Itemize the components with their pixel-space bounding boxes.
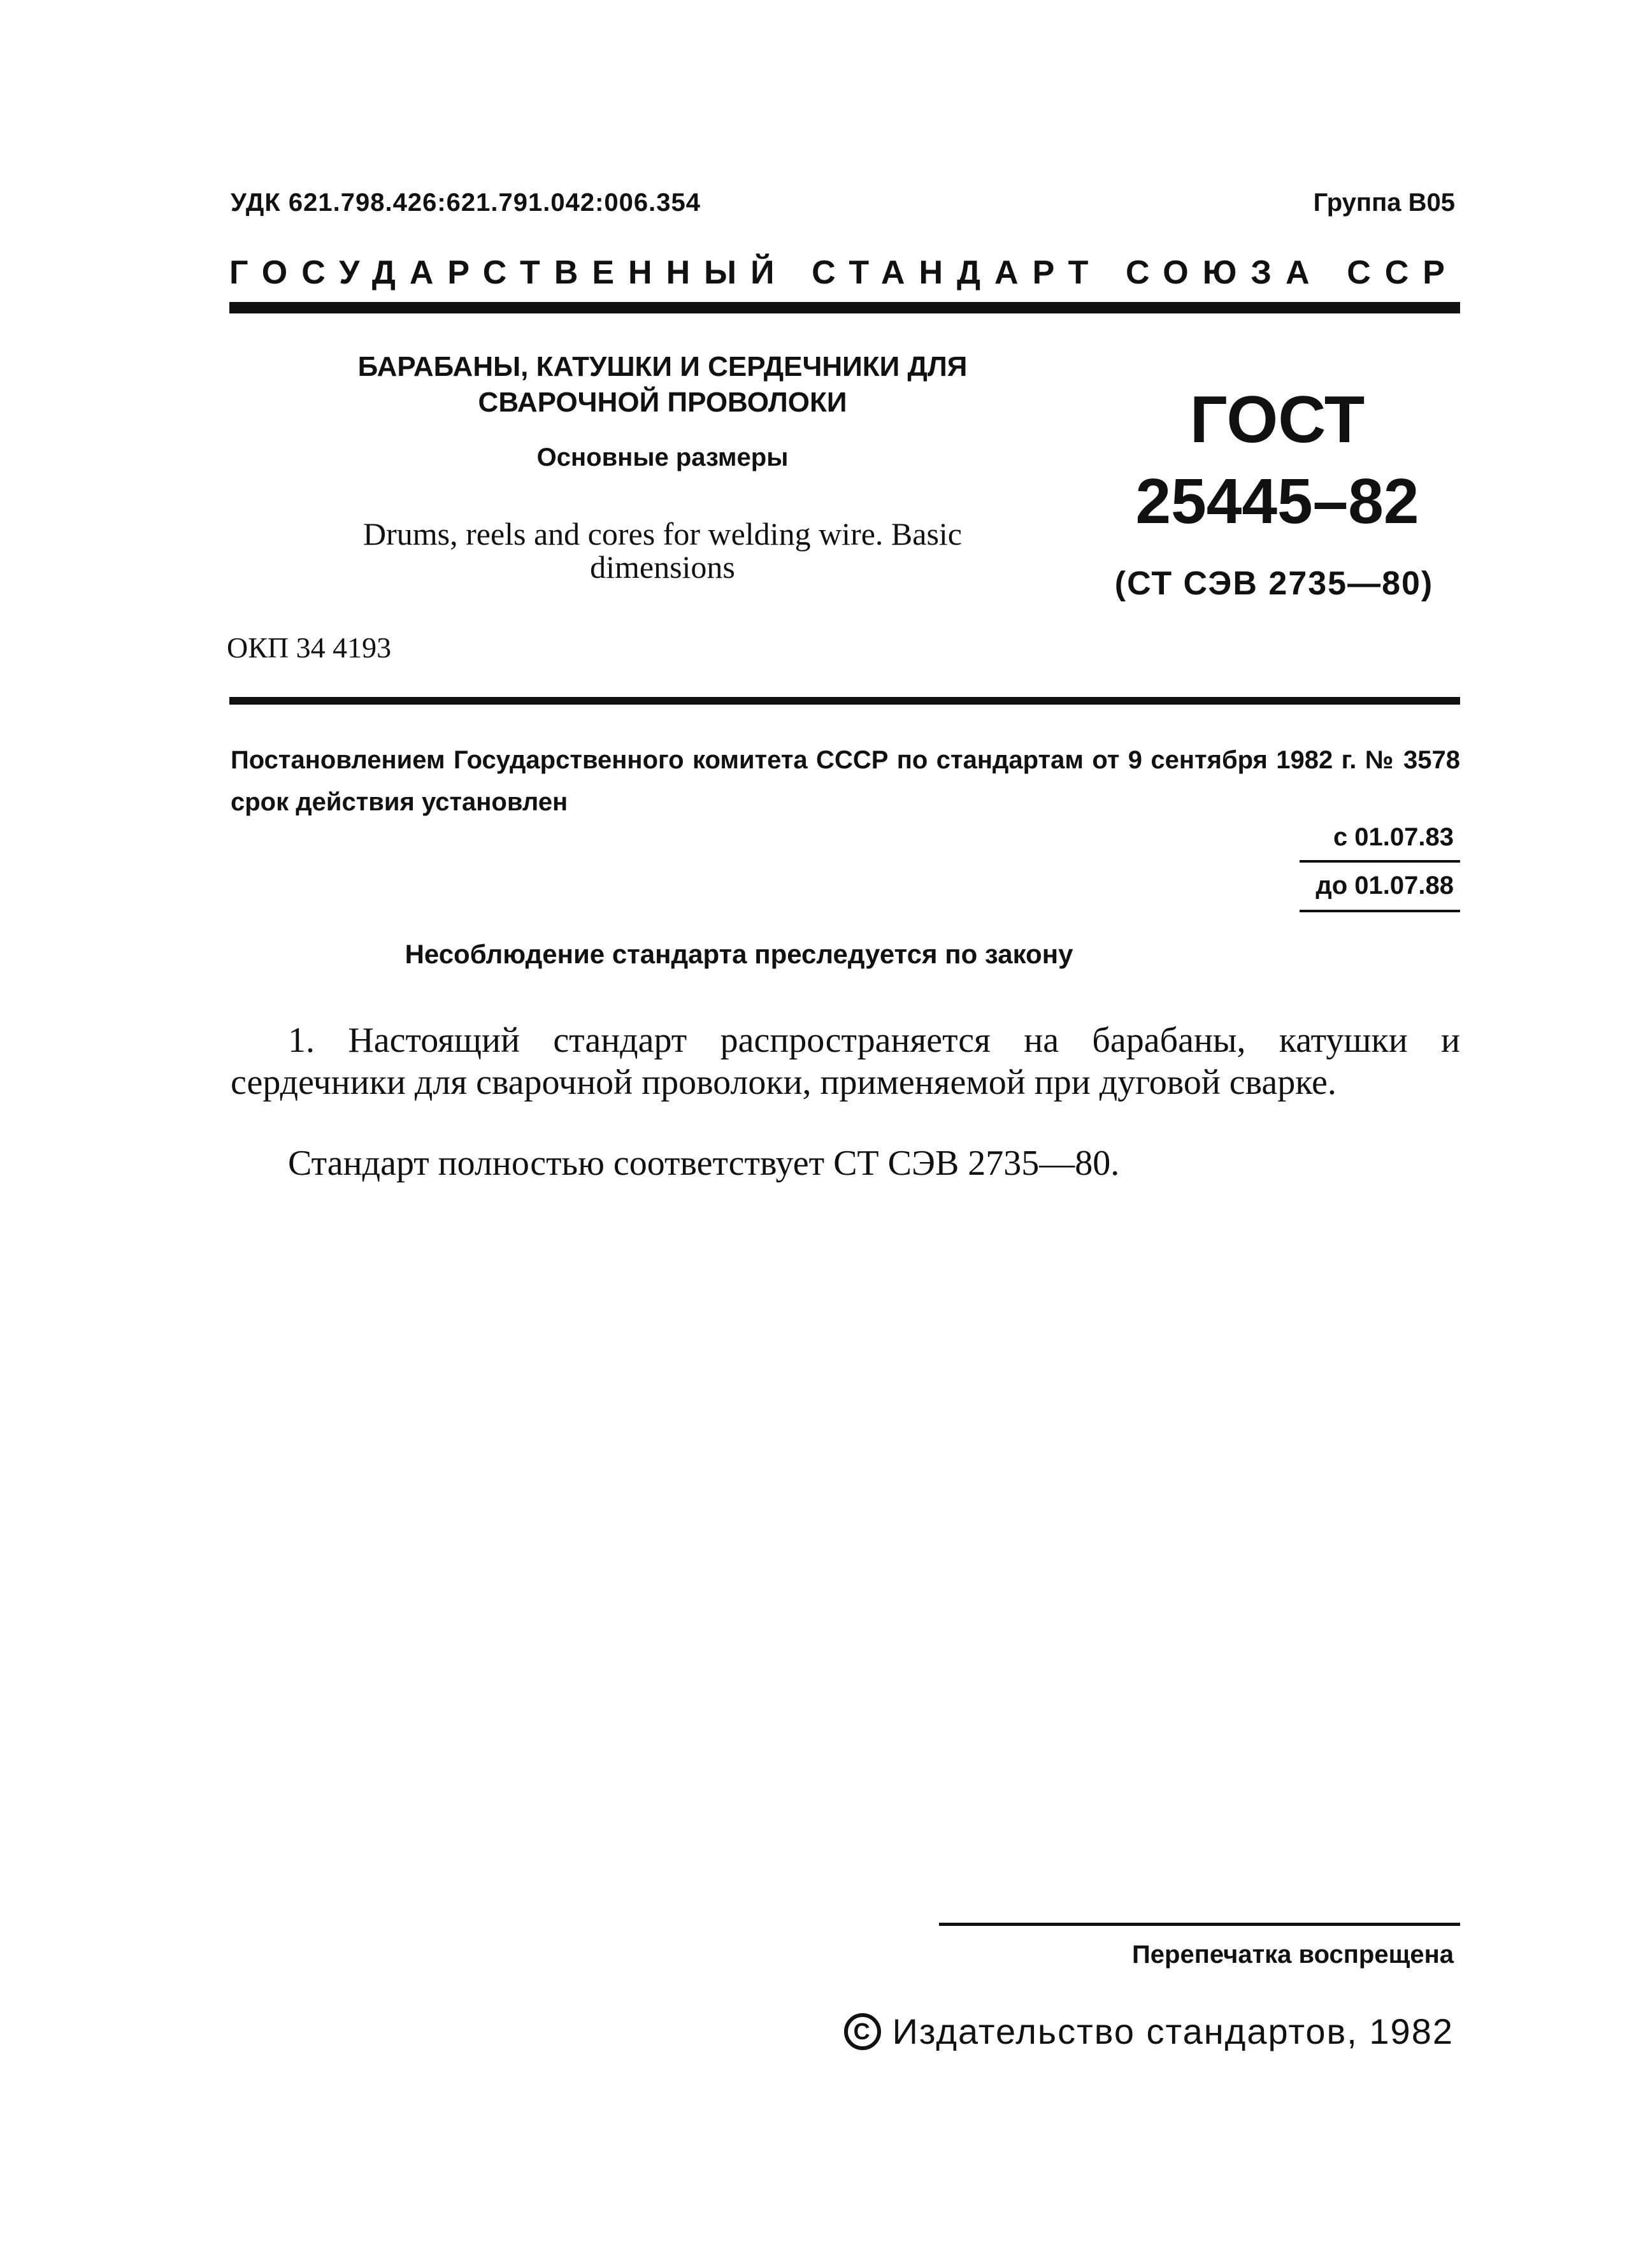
state-standard-word: СТАНДАРТ <box>812 254 1103 291</box>
reprint-notice: Перепечатка воспрещена <box>1132 1941 1454 1969</box>
okp-code: ОКП 34 4193 <box>227 631 392 664</box>
gost-number: 25445–82 <box>1135 466 1419 537</box>
state-standard-word: СОЮЗА <box>1126 254 1324 291</box>
law-notice: Несоблюдение стандарта преследуется по закону <box>405 939 1073 969</box>
state-standard-word: ГОСУДАРСТВЕННЫЙ <box>229 254 789 291</box>
udk-code: УДК 621.798.426:621.791.042:006.354 <box>231 189 701 217</box>
gost-label: ГОСТ <box>1189 383 1365 457</box>
effective-from: с 01.07.83 <box>1333 823 1454 851</box>
section-rule <box>229 697 1460 705</box>
document-title-english: Drums, reels and cores for welding wire. Basic dimensions <box>363 516 962 585</box>
date-rule <box>1300 910 1460 912</box>
document-title: БАРАБАНЫ, КАТУШКИ И СЕРДЕЧНИКИ ДЛЯ СВАРОЧНОЙ ПРОВОЛОКИ <box>357 351 968 418</box>
footer-rule <box>939 1923 1460 1926</box>
copyright-icon: C <box>844 2013 881 2050</box>
body-paragraph: Стандарт полностью соответствует СТ СЭВ 2735—80. <box>288 1144 1120 1183</box>
st-sev-reference: (СТ СЭВ 2735—80) <box>1114 565 1434 602</box>
header-rule <box>229 302 1460 313</box>
decree-text: Постановлением Государственного комитета СССР по стандартам от 9 сентября 1982 г. № 3578 срок действия установлен <box>231 746 1460 816</box>
state-standard-heading <box>229 254 1459 292</box>
body-paragraph: 1. Настоящий стандарт распространяется на барабаны, катушки и сердечники для сварочной проволоки, применяемой при дуговой сварке. <box>231 1021 1460 1102</box>
publisher-line <box>844 2011 1454 2052</box>
date-rule <box>1300 860 1460 863</box>
state-standard-word: ССР <box>1347 254 1459 291</box>
publisher-name: Издательство стандартов, 1982 <box>892 2011 1454 2051</box>
effective-to: до 01.07.88 <box>1315 872 1454 900</box>
group-code: Группа В05 <box>1313 189 1455 217</box>
document-subtitle: Основные размеры <box>536 443 789 471</box>
